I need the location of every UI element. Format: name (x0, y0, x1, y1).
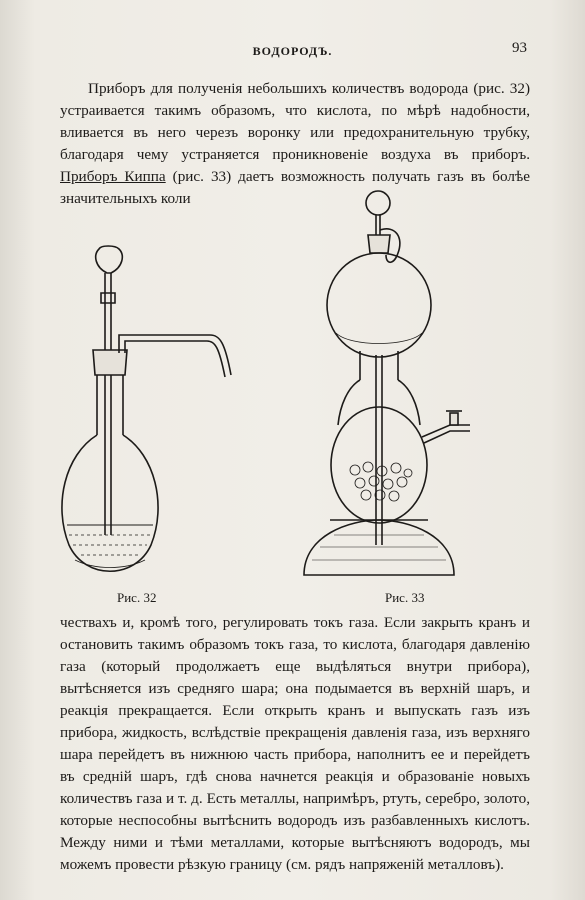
paragraph-1-text: Приборъ для полученія небольшихъ количествъ водорода (рис. 32) устраивается такимъ образомъ, что кислота, по мѣрѣ надобности, вливается въ него черезъ воронку или предохранительную трубку, благодаря чему устраняется проникновеніе воздуха въ приборъ. (60, 80, 530, 163)
figure-33 (300, 175, 500, 585)
funnel-bulb (96, 246, 123, 273)
figure-32-drawing (55, 175, 265, 585)
figure-32 (55, 175, 265, 585)
page-number: 93 (512, 40, 527, 56)
paragraph-1-continued: чествахъ и, кромѣ того, регулировать токъ газа. Если закрыть кранъ и остановить такимъ образомъ токъ газа, то кислота, благодаря давленію газа (который продолжаетъ еще выдѣляться внутри прибора), вытѣсняется изъ средняго шара; она подымается въ верхній шаръ, и реакція прекращается. Если открыть кранъ и выпускать газъ изъ прибора, жидкость, вслѣдствіе прекращенія давленія газа, изъ верхняго шара перейдетъ въ нижнюю часть прибора, наполнитъ ее и перейдетъ въ средній шаръ, гдѣ снова начнется реакція и образованіе новыхъ количествъ газа и т. д. Есть металлы, напримѣръ, ртуть, серебро, золото, которые неспособны вытѣснить водородъ изъ разбавленныхъ кислотъ. Между ними и тѣми металлами, которые вытѣсняютъ водородъ, мы можемъ провести рѣзкую границу (см. рядъ напряженій металловъ). (60, 614, 530, 873)
running-head: ВОДОРОДЪ. (252, 44, 333, 58)
caption-figure-33: Рис. 33 (385, 590, 425, 605)
figure-33-drawing (300, 175, 500, 585)
caption-figure-32: Рис. 32 (117, 590, 157, 605)
kipp-apparatus-term: Приборъ Киппа (60, 168, 166, 185)
paragraph-1-end: (рис. 33) даетъ возможность получать газъ въ болѣе значительныхъ коли (60, 168, 530, 207)
